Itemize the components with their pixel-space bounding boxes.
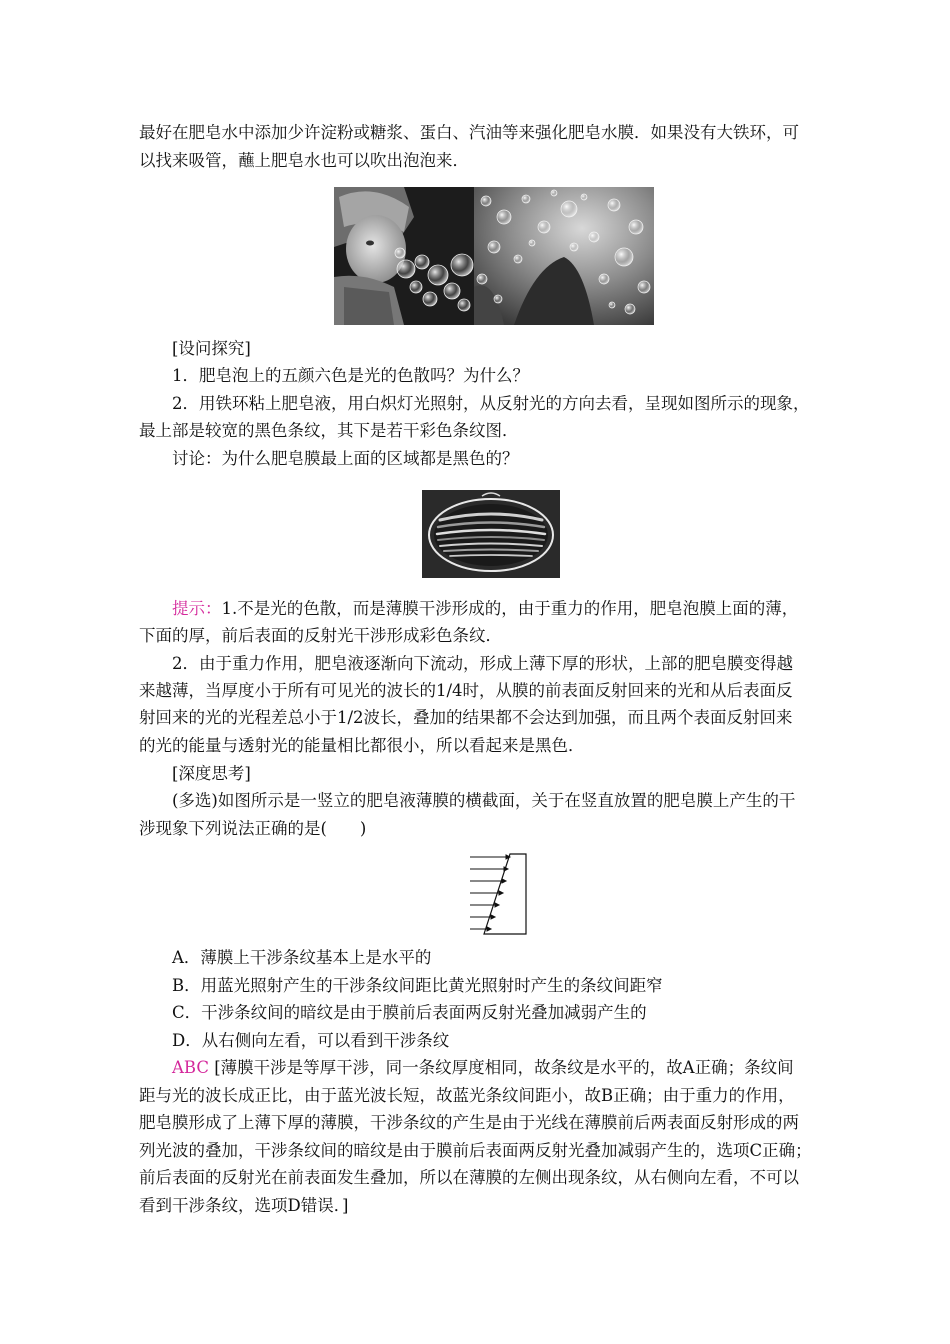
answer-line-4: 列光波的叠加，干涉条纹间的暗纹是由于膜前后表面两反射光叠加减弱产生的，选项C正确； [139,1141,812,1160]
hint-answer-2-line-4: 的光的能量与透射光的能量相比都很小，所以看起来是黑色． [139,736,585,755]
answer-key: ABC [172,1058,209,1077]
deep-thinking-heading: [深度思考] [172,764,251,783]
answer-line-6: 看到干涉条纹，选项D错误．] [139,1196,349,1215]
answer-line-2: 距与光的波长成正比，由于蓝光波长短，故蓝光条纹间距小，故B正确；由于重力的作用， [139,1086,795,1105]
hint-answer-2-line-2: 来越薄，当厚度小于所有可见光的波长的1/4时，从膜的前表面反射回来的光和从后表面反 [139,681,793,700]
option-b: B．用蓝光照射产生的干涉条纹间距比黄光照射时产生的条纹间距窄 [172,976,663,995]
answer-line-1 [172,1056,862,1080]
option-d: D．从右侧向左看，可以看到干涉条纹 [172,1031,450,1050]
floating-bubbles-photo [474,187,654,325]
hint-label: 提示： [172,599,222,618]
inquiry-heading: [设问探究] [172,339,251,358]
soap-film-fringes-figure [422,490,560,578]
answer-line-3: 肥皂膜形成了上薄下厚的薄膜，干涉条纹的产生是由于光线在薄膜前后两表面反射形成的两 [139,1113,799,1132]
intro-line-2: 以找来吸管，蘸上肥皂水也可以吹出泡泡来． [139,151,469,170]
hint-answer-1-line-1 [172,597,862,621]
discussion-prompt: 讨论：为什么肥皂膜最上面的区域都是黑色的？ [172,449,519,468]
question-stem-line-1: (多选)如图所示是一竖立的肥皂液薄膜的横截面，关于在竖直放置的肥皂膜上产生的干 [172,791,796,810]
hint-answer-2-line-1: 2．由于重力作用，肥皂液逐渐向下流动，形成上薄下厚的形状，上部的肥皂膜变得越 [172,654,793,673]
hint-answer-1-line-2: 下面的厚，前后表面的反射光干涉形成彩色条纹． [139,626,502,645]
question-2-line-1: 2．用铁环粘上肥皂液，用白炽灯光照射，从反射光的方向去看，呈现如图所示的现象， [172,394,810,413]
intro-line-1: 最好在肥皂水中添加少许淀粉或糖浆、蛋白、汽油等来强化肥皂水膜．如果没有大铁环，可 [139,123,799,142]
answer-explanation-start: [薄膜干涉是等厚干涉，同一条纹厚度相同，故条纹是水平的，故A正确；条纹间 [214,1058,794,1077]
film-cross-section-figure [468,852,528,938]
question-2-line-2: 最上部是较宽的黑色条纹，其下是若干彩色条纹图． [139,421,519,440]
question-stem-line-2: 涉现象下列说法正确的是( ) [139,819,367,838]
option-c: C．干涉条纹间的暗纹是由于膜前后表面两反射光叠加减弱产生的 [172,1003,647,1022]
hint-answer-2-line-3: 射回来的光的光程差总小于1/2波长，叠加的结果都不会达到加强，而且两个表面反射回来 [139,708,793,727]
answer-line-5: 前后表面的反射光在前表面发生叠加，所以在薄膜的左侧出现条纹，从右侧向左看，不可以 [139,1168,799,1187]
hint-answer-1-text: 1.不是光的色散，而是薄膜干涉形成的，由于重力的作用，肥皂泡膜上面的薄， [221,599,799,618]
child-blowing-bubbles-photo [334,187,474,325]
option-a: A．薄膜上干涉条纹基本上是水平的 [172,948,432,967]
question-1: 1．肥皂泡上的五颜六色是光的色散吗？为什么？ [172,366,529,385]
